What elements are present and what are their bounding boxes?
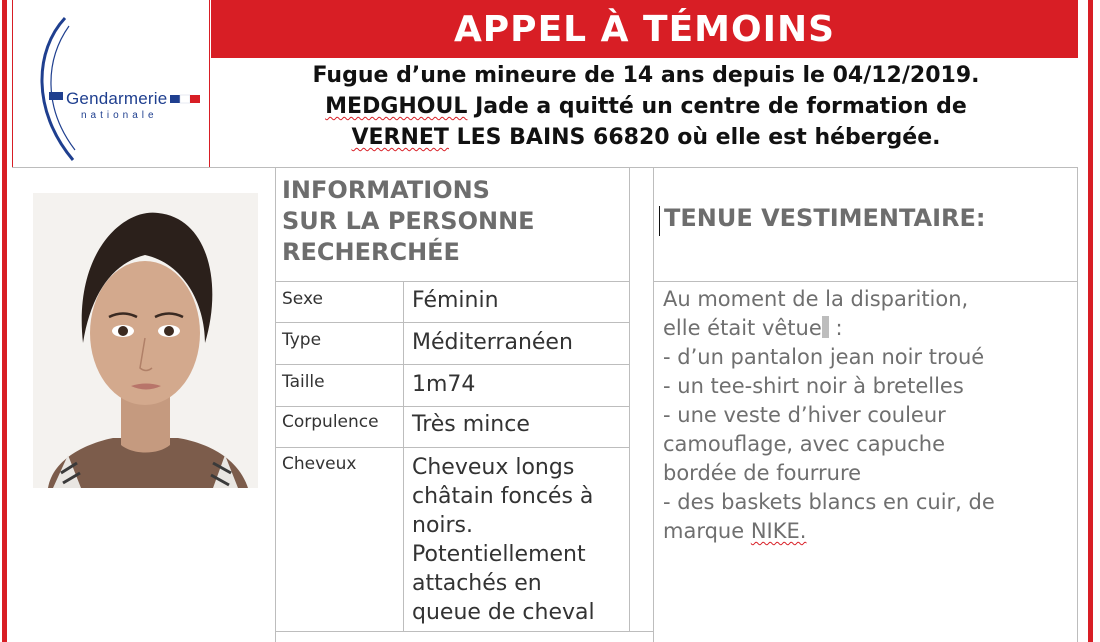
value-cheveux-line-2: châtain foncés à — [412, 484, 594, 509]
subtitle-line-3-rest: LES BAINS 66820 où elle est hébergée. — [448, 125, 941, 150]
desc-line-3: - d’un pantalon jean noir troué — [663, 345, 985, 369]
gendarmerie-emblem-icon — [13, 0, 211, 168]
desc-line-2-colon: : — [828, 316, 843, 340]
value-sexe: Féminin — [412, 288, 499, 313]
brand-name: NIKE. — [750, 519, 807, 543]
label-corpulence: Corpulence — [282, 412, 379, 432]
info-title-line-2: SUR LA PERSONNE — [282, 207, 535, 235]
label-sexe: Sexe — [282, 289, 323, 309]
value-cheveux — [412, 453, 595, 627]
value-type: Méditerranéen — [412, 330, 573, 355]
portrait-image — [33, 193, 258, 488]
info-section-title — [282, 175, 627, 268]
desc-line-8: - des baskets blancs en cuir, de — [663, 490, 995, 514]
logo-subtitle: nationale — [81, 110, 158, 121]
missing-person-photo — [33, 193, 258, 488]
value-cheveux-line-3: noirs. — [412, 513, 474, 538]
desc-line-1: Au moment de la disparition, — [663, 287, 969, 311]
text-selection-caret — [822, 316, 829, 338]
subtitle-line-3 — [211, 122, 1081, 153]
info-title-line-3: RECHERCHÉE — [282, 238, 460, 266]
desc-line-2-text: elle était vêtue — [663, 316, 822, 340]
subtitle — [211, 60, 1081, 153]
desc-line-5: - une veste d’hiver couleur — [663, 403, 946, 427]
value-taille: 1m74 — [412, 372, 476, 397]
desc-line-4: - un tee-shirt noir à bretelles — [663, 374, 964, 398]
desc-line-2 — [663, 314, 1073, 343]
info-title-line-1: INFORMATIONS — [282, 176, 490, 204]
desc-line-9 — [663, 517, 1073, 546]
value-cheveux-line-5: attachés en — [412, 571, 542, 596]
subtitle-line-2-rest: Jade a quitté un centre de formation de — [467, 94, 967, 119]
value-cheveux-line-6: queue de cheval — [412, 600, 595, 625]
desc-line-7: bordée de fourrure — [663, 461, 862, 485]
town-name: VERNET — [351, 125, 449, 150]
label-type: Type — [282, 330, 322, 350]
text-cursor — [659, 206, 660, 236]
logo-wordmark: Gendarmerie — [66, 89, 168, 108]
label-cheveux: Cheveux — [282, 454, 357, 474]
clothing-description — [663, 285, 1073, 546]
desc-line-9-text: marque — [663, 519, 751, 543]
tenue-section-title: TENUE VESTIMENTAIRE: — [664, 204, 986, 232]
value-corpulence: Très mince — [412, 412, 530, 437]
frame-border-right — [1088, 0, 1093, 642]
value-cheveux-line-1: Cheveux longs — [412, 455, 575, 480]
value-cheveux-line-4: Potentiellement — [412, 542, 586, 567]
missing-person-surname: MEDGHOUL — [325, 94, 468, 119]
banner-title: APPEL À TÉMOINS — [211, 0, 1078, 58]
frame-border-left — [2, 0, 7, 642]
desc-line-6: camouflage, avec capuche — [663, 432, 945, 456]
label-taille: Taille — [282, 372, 325, 392]
subtitle-line-2 — [211, 91, 1081, 122]
gendarmerie-logo — [12, 0, 210, 168]
subtitle-line-1: Fugue d’une mineure de 14 ans depuis le 04/12/2019. — [312, 63, 980, 88]
